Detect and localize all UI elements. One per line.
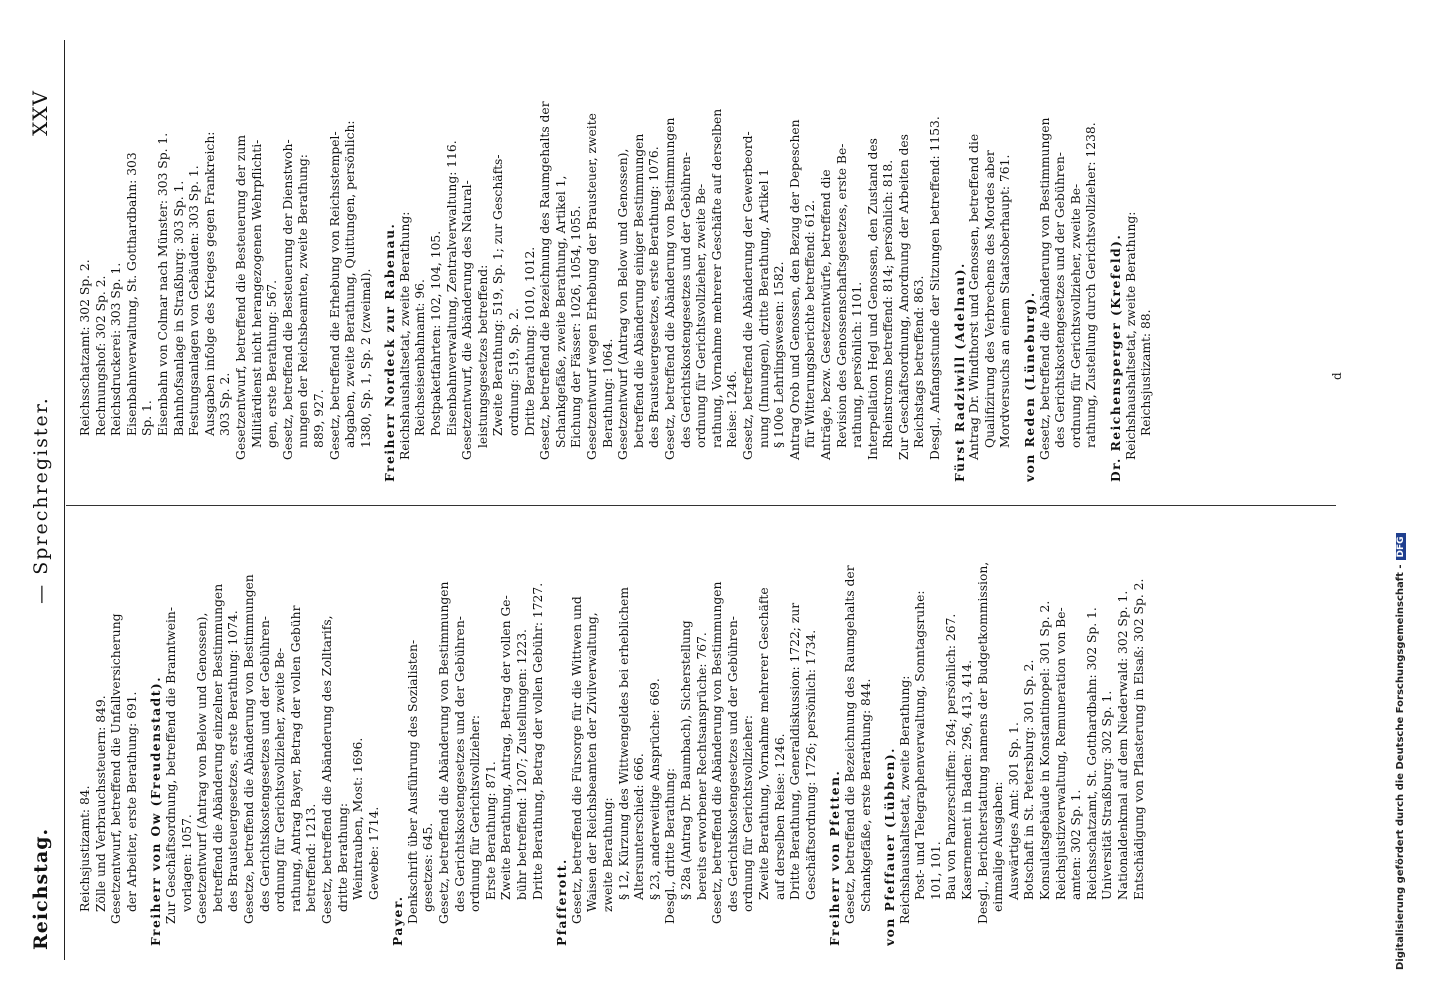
page-header [22,30,62,970]
entry-gap [140,496,148,946]
index-entry-line: bereits erworbener Rechtsansprüche: 767. [694,632,709,900]
speaker-name: Payer. [390,895,406,946]
entry-gap [546,496,554,946]
index-entry-line: § 100e Lehrlingswesen: 1582. [772,261,787,448]
header-register-title: — Sprechregister. [30,396,52,604]
index-entry-line: rathung, Antrag Bayer, Betrag der vollen Gebühr [288,605,303,912]
index-entry-line: Post- und Telegraphenverwaltung, Sonntagsruhe: [913,590,928,900]
index-entry-line: Antrag Orob und Genossen, den Bezug der Depeschen [787,119,802,460]
index-entry-line: Reichshaushaltsetat, zweite Berathung: [897,675,912,924]
index-entry-line: Entschädigung von Pflasterung in Elsaß: 302 Sp. 2. [1131,578,1146,900]
entry-gap [1014,32,1022,482]
index-entry-line: Reichseisenbahnamt: 96. [413,279,428,436]
index-entry-line: § 12, Kürzung des Wittwengeldes bei erheblichem [616,587,631,900]
index-entry-line: Desgl., dritte Berathung: [663,768,678,924]
index-entry-line: Berathung: 1064. [600,338,615,448]
index-entry-line: Reichstags betreffend: 863. [912,275,927,448]
index-entry-line: Reichsjustizamt: 88. [1139,309,1154,436]
index-entry-line: rathung, Vornahme mehrerer Geschäfte auf derselben [709,108,724,448]
index-entry-line: Gesetzentwurf (Antrag von Below und Genossen), [616,148,631,460]
index-entry-line: betreffend die Abänderung einiger Bestimmungen [631,133,646,448]
index-entry-line: Rheinstroms betreffend: 814; persönlich: 818. [881,159,896,448]
index-entry-line: einmalige Ausgaben: [991,781,1006,912]
index-entry-line: Sp. 1. [140,400,155,436]
index-entry-line: Eisenbahnverwaltung, Zentralverwaltung: 116. [444,140,459,436]
index-entry-line: nung (Innungen), dritte Berathung, Artikel 1 [756,168,771,448]
speaker-name: Freiherr Nordeck zur Rabenau. [382,222,398,482]
header-section-title: Reichstag. [30,827,52,950]
index-entry-line: abgaben, zweite Berathung, Quittungen, persönlich: [343,120,358,448]
speaker-name: von Pfeffauer (Lübben). [882,747,898,946]
index-entry-line: Gesetzentwurf, betreffend die Besteuerung der zum [233,135,248,460]
index-entry-line: Schankgefäße, erste Berathung: 844. [858,678,873,912]
index-entry-line: Revision des Genossenschaftsgesetzes, erste Be- [834,143,849,448]
index-entry-line: Reichsjustizamt: 84. [78,785,92,912]
index-entry-line: Gesetz, betreffend die Fürsorge für die Wittwen und [569,596,584,924]
index-entry-line: 889, 927. [311,389,326,448]
index-entry-line: Reichsschatzamt, St. Gotthardbahn: 302 Sp. 1. [1084,607,1099,900]
index-entry-line: § 23, anderweitige Ansprüche: 669. [647,678,662,900]
entry-gap [874,496,882,946]
index-entry-line: zweite Berathung: [601,797,615,912]
entry-gap [374,32,382,482]
index-entry-line: Postpaketfahrten: 102, 104, 105. [429,230,444,436]
index-entry-line: Antrag Dr. Windthorst und Genossen, betreffend die [967,133,982,460]
index-entry-line: Erste Berathung: 871. [483,761,498,900]
index-entry-line: Eisenbahn von Colmar nach Münster: 303 Sp. 1. [155,132,170,436]
index-entry-line: Gesetz, betreffend die Abänderung von Bestimmungen [1037,117,1052,460]
index-entry-line: betreffend: 1213. [304,803,319,912]
index-entry-line: des Gerichtskostengesetzes und der Gebühren- [725,616,740,912]
right-column [78,32,1155,482]
page-number: XXV [28,90,52,136]
index-entry-line: Botschaft in St. Petersburg: 301 Sp. 2. [1022,659,1037,900]
speaker-name: Dr. Reichensperger (Krefeld). [1108,233,1123,482]
index-entry-line: Geschäftsordnung: 1726; persönlich: 1734. [803,629,818,900]
index-entry-line: Gesetz, betreffend die Abänderung von Bestimmungen [437,581,452,924]
index-entry-line: Reichshaushaltsetat, zweite Berathung: [1123,211,1138,460]
footer-signature-mark: d [1330,372,1344,380]
index-entry-line: Zölle und Verbrauchssteuern: 849. [93,695,108,912]
index-entry-line: Gesetzentwurf, betreffend die Unfallversicherung [109,613,124,924]
index-entry-line: Reichsdruckerei: 303 Sp. 1. [109,262,124,436]
index-entry-line: Nationaldenkmal auf dem Niederwald: 302 Sp. 1. [1116,590,1130,900]
digitization-credit [1395,533,1406,970]
index-entry-line: Kasernement in Baden: 296, 413, 414. [960,659,975,900]
index-entry-line: Waisen der Reichsbeamten der Zivilverwaltung, [585,612,600,912]
index-entry-line: Reichshaushaltsetat, zweite Berathung: [397,211,412,460]
entry-gap [944,32,952,482]
index-entry-line: Gesetz, betreffend die Abänderung der Gewerbeord- [740,131,755,460]
index-entry-line: Mordversuchs an einem Staatsoberhaupt: 761. [998,154,1013,448]
index-entry-line: ordnung für Gerichtsvollzieher, zweite Be- [1068,183,1083,448]
entry-gap [819,496,827,946]
index-entry-line: Gesetz, betreffend die Bezeichnung des Raumgehalts der [842,565,857,924]
index-entry-line: ordnung für Gerichtsvollzieher, zweite Be- [273,647,288,912]
index-entry-line: der Arbeiter, erste Berathung: 691. [124,691,139,912]
index-entry-line: ordnung für Gerichtsvollzieher: [741,714,756,912]
index-entry-line: gesetzes: 645. [421,822,436,912]
index-entry-line: ordnung für Gerichtsvollzieher: [468,714,483,912]
entry-gap [1100,32,1108,482]
index-entry-line: des Gerichtskostengesetzes und der Gebühren- [678,152,693,448]
index-entry-line: Desgl., Berichterstattung namens der Budgetkommission, [975,561,990,924]
index-entry-line: auf derselben Reise: 1246. [772,733,787,900]
index-entry-line: Reichsjustizverwaltung, Remuneration von Be- [1053,607,1068,900]
index-entry-line: Gesetzentwurf, die Abänderung des Natural- [460,180,475,460]
index-entry-line: Eichung der Fässer: 1026, 1054, 1055. [569,205,584,448]
index-entry-line: Gesetz, betreffend die Abänderung von Bestimmungen [662,117,677,460]
index-entry-line: Zweite Berathung: 519, Sp. 1; zur Geschäfts- [491,154,506,436]
credit-text: Digitalisierung gefördert durch die Deutsche Forschungsgemeinschaft - [1395,564,1406,970]
index-entry-line: Zweite Berathung, Antrag, Betrag der vollen Ge- [499,595,514,900]
index-entry-line: Reise: 1246. [725,370,740,448]
index-entry-line: Bau von Panzerschiffen: 264; persönlich: 267. [944,613,959,900]
index-entry-line: des Brausteuergesetzes, erste Berathung: 1074. [226,610,241,912]
index-entry-line: des Gerichtskostengesetzes und der Gebühren- [257,616,272,912]
header-rule [64,40,65,960]
index-entry-line: Universität Straßburg: 302 Sp. 1. [1100,690,1115,900]
index-entry-line: Festungsanlagen von Gebäuden: 303 Sp. 1. [187,165,202,436]
index-entry-line: Desgl., Anfangsstunde der Sitzungen betreffend: 1153. [928,116,943,460]
index-entry-line: Anträge, bezw. Gesetzentwürfe, betreffend die [818,169,833,460]
dfg-logo: DFG [1396,533,1406,560]
index-entry-line: gen, erste Berathung: 567. [265,279,280,448]
index-entry-line: Eisenbahnverwaltung, St. Gotthardbahn: 303 [124,152,139,436]
index-entry-line: 101, 101. [928,841,943,900]
index-entry-line: dritte Berathung: [335,803,350,912]
index-entry-line: Gesetzentwurf wegen Erhebung der Brausteuer, zweite [585,113,599,460]
index-entry-line: Weintrauben, Most: 1696. [351,737,366,900]
index-entry-line: Dritte Berathung: 1010, 1012. [522,246,537,436]
index-entry-line: ordnung für Gerichtsvollzieher, zweite Be- [694,183,709,448]
index-entry-line: Ausgaben infolge des Krieges gegen Frankreich: [202,131,217,436]
index-entry-line: Reichsschatzamt: 302 Sp. 2. [78,259,92,436]
speaker-name: Fürst Radziwill (Adelnau). [951,262,967,482]
speaker-name: Freiherr von Ow (Freudenstadt). [148,675,164,946]
index-entry-line: Auswärtiges Amt: 301 Sp. 1. [1006,722,1021,900]
index-entry-line: Dritte Berathung, Betrag der vollen Gebühr: 1727. [530,582,545,900]
index-entry-line: 303 Sp. 2. [218,372,233,436]
index-entry-line: ordnung: 519, Sp. 2. [507,308,522,436]
index-entry-line: Zur Geschäftsordnung, Anordnung der Arbeiten des [896,134,911,460]
index-entry-line: 1380, Sp. 1, Sp. 2 (zweimal). [358,268,373,448]
index-entry-line: Gesetze, betreffend die Abänderung von Bestimmungen [241,574,256,924]
index-entry-line: Gesetz, betreffend die Besteuerung der Dienstwoh- [280,139,295,460]
index-entry-line: § 28a (Antrag Dr. Baumbach), Sicherstellung [678,620,693,900]
index-entry-line: Gesetz, betreffend die Abänderung des Zolltarifs, [319,615,334,924]
index-entry-line: betreffend die Abänderung einzelner Bestimmungen [210,583,225,912]
index-entry-line: Gesetzentwurf (Antrag von Below und Genossen), [195,612,210,924]
speaker-name: von Reden (Lüneburg). [1022,291,1038,482]
index-entry-line: nungen der Reichsbeamten, zweite Berathung: [296,154,311,448]
index-entry-line: des Gerichtskostengesetzes und der Gebühren- [452,616,467,912]
index-entry-line: Konsulatsgebäude in Konstantinopel: 301 Sp. 2. [1038,600,1053,900]
index-entry-line: Militärdienst nicht herangezogenen Wehrpflichti- [249,139,264,448]
index-entry-line: rathung, persönlich: 1101. [850,281,865,448]
index-entry-line: Interpellation Hegl und Genossen, den Zustand des [865,138,880,460]
index-entry-line: vorlagen: 1057. [179,814,194,912]
left-column [78,496,1147,946]
index-entry-line: Denkschrift über Ausführung des Sozialisten- [405,639,420,924]
index-entry-line: Gewebe: 1714. [366,806,381,900]
index-entry-line: leistungsgesetzes betreffend: [475,264,490,448]
index-entry-line: amten: 302 Sp. 1. [1069,789,1084,900]
index-entry-line: rathung, Zustellung durch Gerichtsvollzieher: 1238. [1084,122,1099,448]
index-entry-line: bühr betreffend: 1207; Zustellungen: 1223. [515,629,530,900]
index-entry-line: Bahnhofsanlage in Straßburg: 303 Sp. 1. [171,180,186,436]
index-entry-line: Qualifizirung des Verbrechens des Mordes aber [982,150,997,448]
index-entry-line: Altersunterschied: 666. [632,753,647,900]
speaker-name: Freiherr von Pfetten. [827,769,843,946]
index-entry-line: Dritte Berathung, Generaldiskussion: 1722; zur [788,602,803,900]
index-entry-line: Zur Geschäftsordnung, betreffend die Branntwein- [163,607,178,924]
index-entry-line: Gesetz, betreffend die Abänderung von Bestimmungen [710,581,725,924]
speaker-name: Pfafferott. [554,858,570,946]
index-entry-line: Rechnungshof: 302 Sp. 2. [93,275,108,436]
index-entry-line: des Gerichtskostengesetzes und der Gebühren- [1053,152,1068,448]
index-entry-line: des Brausteuergesetzes, erste Berathung: 1076. [647,146,662,448]
index-entry-line: Schankgefäße, zweite Berathung, Artikel 1, [553,175,568,448]
index-entry-line: für Witterungsberichte betreffend: 612. [803,199,818,448]
entry-gap [382,496,390,946]
index-entry-line: Gesetz, betreffend die Erhebung von Reichsstempel- [327,131,342,460]
index-entry-line: Gesetz, betreffend die Bezeichnung des Raumgehalts der [538,101,553,460]
index-entry-line: Zweite Berathung, Vornahme mehrerer Geschäfte [756,587,771,900]
